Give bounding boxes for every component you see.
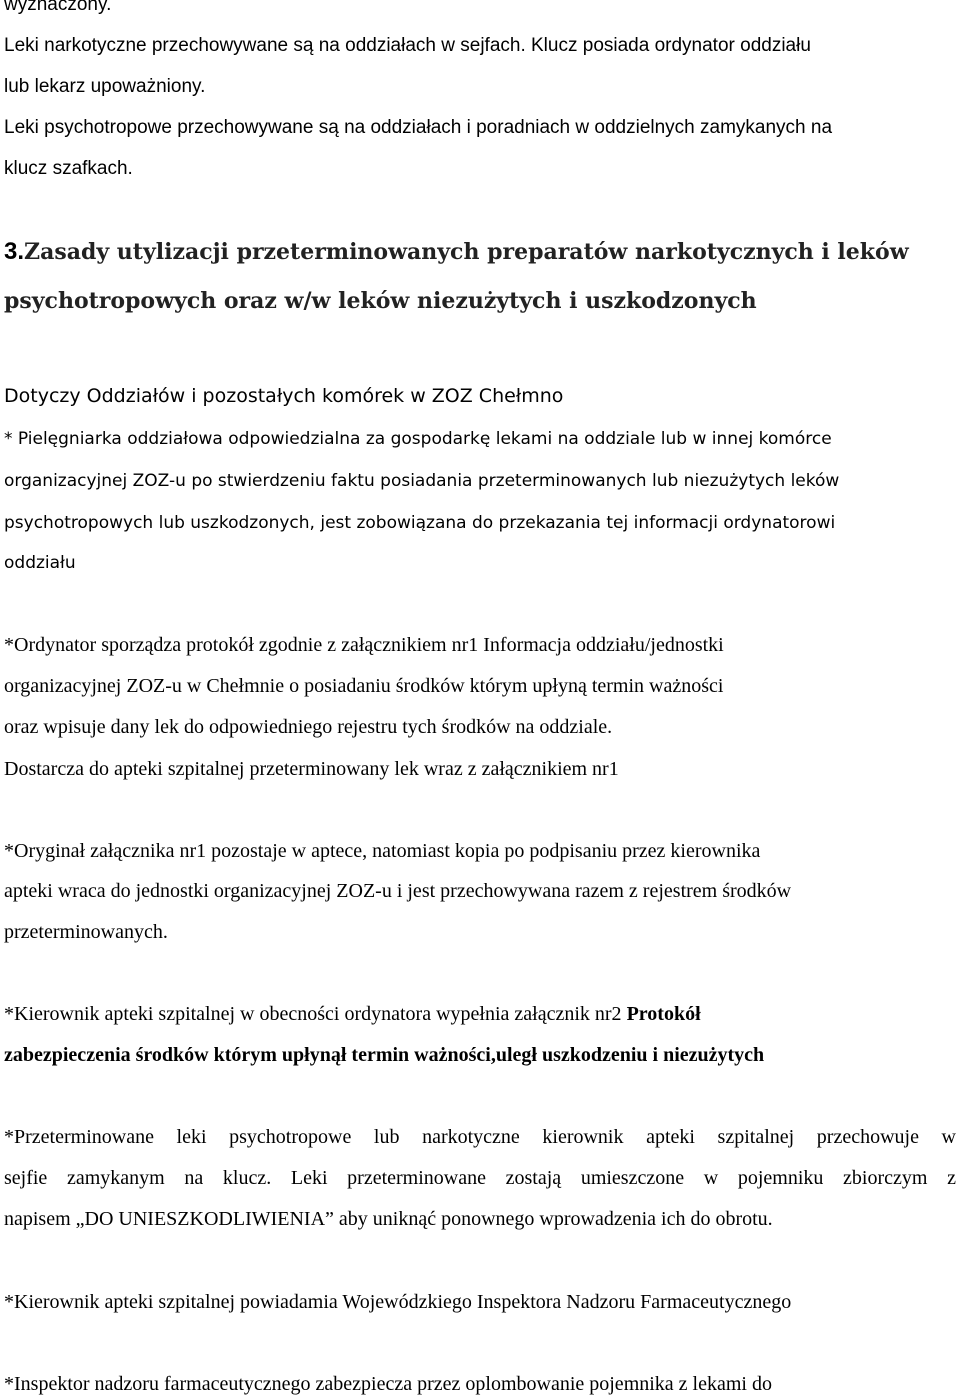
nurse-line-1: * Pielęgniarka oddziałowa odpowiedzialna za gospodarkę lekami na oddziale lub w innej komórce	[4, 429, 832, 449]
ordynator-line-2: organizacyjnej ZOZ-u w Chełmnie o posiadaniu środków którym upłyną termin ważności	[4, 675, 724, 697]
ordynator-line-1: *Ordynator sporządza protokół zgodnie z załącznikiem nr1 Informacja oddziału/jednostki	[4, 634, 724, 656]
nurse-line-4: oddziału	[4, 553, 76, 573]
inspector-line-1: *Inspektor nadzoru farmaceutycznego zabezpiecza przez oplombowanie pojemnika z lekami do	[4, 1373, 772, 1395]
scope-line: Dotyczy Oddziałów i pozostałych komórek w ZOZ Chełmno	[4, 385, 564, 407]
ordynator-line-4: Dostarcza do apteki szpitalnej przeterminowany lek wraz z załącznikiem nr1	[4, 758, 619, 780]
text-line-top-3: lub lekarz upoważniony.	[4, 76, 206, 97]
original-line-3: przeterminowanych.	[4, 921, 168, 943]
ordynator-line-3: oraz wpisuje dany lek do odpowiedniego rejestru tych środków na oddziale.	[4, 716, 613, 738]
original-line-2: apteki wraca do jednostki organizacyjnej ZOZ-u i jest przechowywana razem z rejestrem środków	[4, 880, 792, 902]
section-heading	[4, 238, 909, 266]
kierownik-text: *Kierownik apteki szpitalnej w obecności ordynatora wypełnia załącznik nr2	[4, 1003, 627, 1025]
text-line-top-5: klucz szafkach.	[4, 158, 133, 179]
section-title-line-1: Zasady utylizacji przeterminowanych preparatów narkotycznych i leków	[24, 239, 909, 265]
nurse-line-3: psychotropowych lub uszkodzonych, jest zobowiązana do przekazania tej informacji ordynatorowi	[4, 513, 836, 533]
storage-line-3: napisem „DO UNIESZKODLIWIENIA” aby uniknąć ponownego wprowadzenia ich do obrotu.	[4, 1208, 773, 1230]
notify-line-1: *Kierownik apteki szpitalnej powiadamia Wojewódzkiego Inspektora Nadzoru Farmaceutycznego	[4, 1291, 792, 1313]
section-title-line-2: psychotropowych oraz w/w leków niezużytych i uszkodzonych	[4, 288, 757, 314]
text-line-top-1: wyznaczony.	[4, 0, 112, 15]
original-line-1: *Oryginał załącznika nr1 pozostaje w aptece, natomiast kopia po podpisaniu przez kierownika	[4, 840, 761, 862]
kierownik-line-1	[4, 1003, 701, 1026]
storage-line-1: *Przeterminowane leki psychotropowe lub narkotyczne kierownik apteki szpitalnej przechowuje w	[4, 1126, 956, 1148]
text-line-top-2: Leki narkotyczne przechowywane są na oddziałach w sejfach. Klucz posiada ordynator oddziału	[4, 35, 811, 56]
section-number: 3.	[4, 238, 25, 265]
nurse-line-2: organizacyjnej ZOZ-u po stwierdzeniu faktu posiadania przeterminowanych lub niezużytych leków	[4, 471, 840, 491]
kierownik-line-2: zabezpieczenia środków którym upłynął termin ważności,uległ uszkodzeniu i niezużytych	[4, 1044, 765, 1066]
text-line-top-4: Leki psychotropowe przechowywane są na oddziałach i poradniach w oddzielnych zamykanych na	[4, 117, 833, 138]
storage-line-2: sejfie zamykanym na klucz. Leki przeterminowane zostają umieszczone w pojemniku zbiorczym z	[4, 1167, 956, 1189]
kierownik-protocol-title: Protokół	[626, 1003, 701, 1025]
